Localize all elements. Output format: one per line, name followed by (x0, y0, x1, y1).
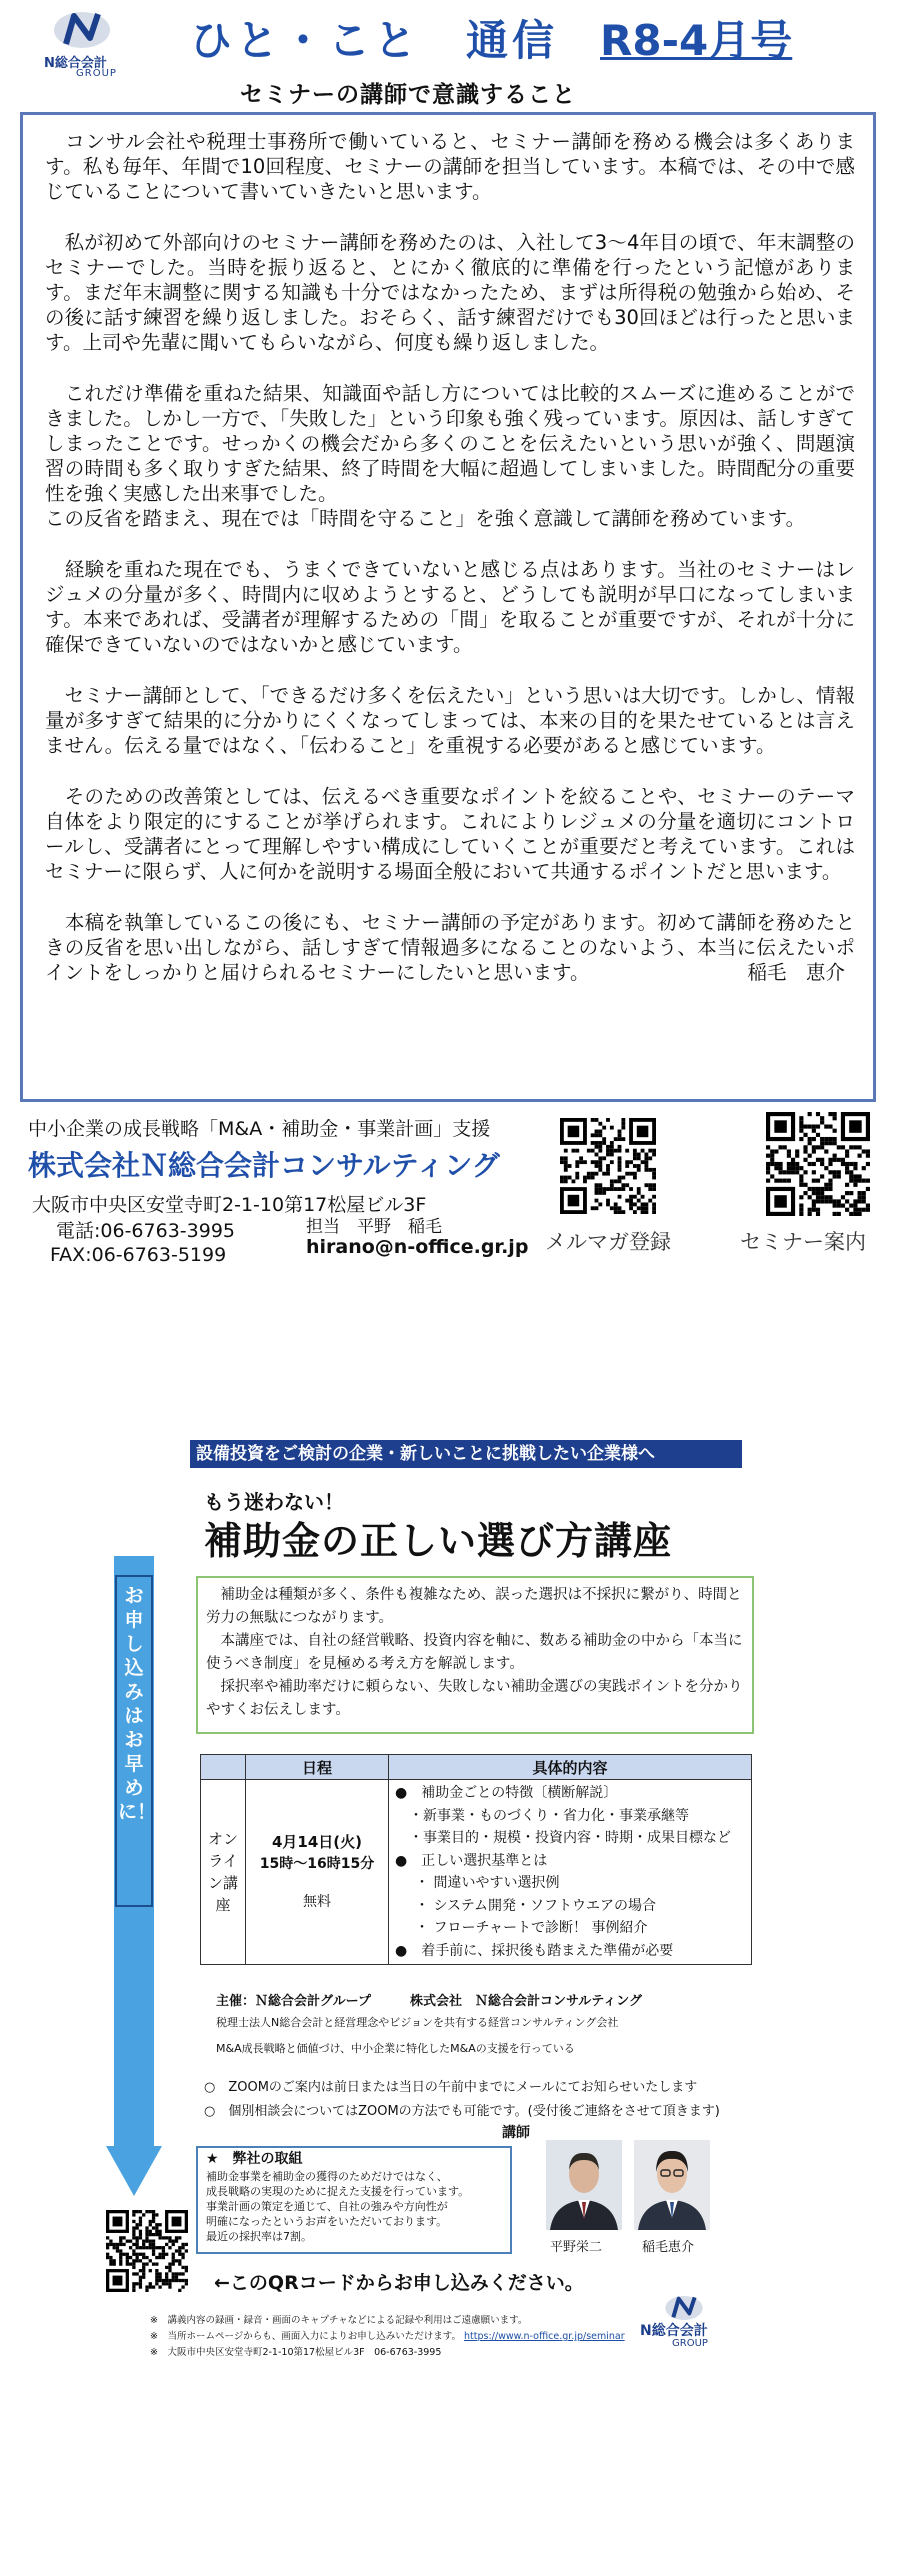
schedule-row (201, 1780, 752, 1965)
article-paragraph-7: そのための改善策としては、伝えるべき重要なポイントを絞ることや、セミナーのテーマ自体をより限定的にすることが挙げられます。これによりレジュメの分量を適切にコントロールし、受講者にとって理解しやすい構成にしていくことが重要だと考えています。これはセミナーに限らず、人に何かを説明する場面全般において共通するポイントだと思います。 (45, 785, 855, 883)
article-paragraph-5: 経験を重ねた現在でも、うまくできていないと感じる点はあります。当社のセミナーはレジュメの分量が多く、時間内に収めようとすると、どうしても説明が早口になってしまいます。本来であれば、受講者が理解するための「間」を取ることが重要ですが、それが十分に確保できていないのではないかと感じています。 (45, 558, 855, 656)
article-heading: セミナーの講師で意識すること (240, 82, 576, 108)
footnote-website (150, 2328, 638, 2342)
schedule-header-date: 日程 (246, 1755, 389, 1780)
contact-email[interactable]: hirano@n-office.gr.jp (306, 1236, 529, 1258)
lecturer-name-inage: 稲毛恵介 (642, 2240, 695, 2255)
company-tagline: 中小企業の成長戦略「M&A・補助金・事業計画」支援 (28, 1118, 491, 1140)
intro-line-2: 本講座では、自社の経営戦略、投資内容を軸に、数ある補助金の中から「本当に使うべき制度」を見極める考え方を解説します。 (206, 1633, 743, 1672)
schedule-header-row (201, 1755, 752, 1780)
intro-line-1: 補助金は種類が多く、条件も複雑なため、誤った選択は不採択に繋がり、時間と労力の無駄につながります。 (206, 1587, 742, 1626)
schedule-row-label: オンライン講座 (201, 1780, 246, 1965)
schedule-date-cell (246, 1780, 389, 1965)
content-subitem: ・ 間違いやすい選択例 (415, 1875, 560, 1891)
flyer-title: 補助金の正しい選び方講座 (204, 1519, 673, 1563)
schedule-content-cell (389, 1780, 752, 1965)
flyer-kicker: もう迷わない！ (204, 1490, 344, 1514)
lecturer-label: 講師 (502, 2125, 530, 2141)
sponsor-description-1: 税理士法人N総合会計と経営理念やビジョンを共有する経営コンサルティング会社 (216, 2016, 619, 2029)
lecturer-name-hirano: 平野栄二 (550, 2240, 603, 2255)
efforts-box (196, 2146, 512, 2254)
content-subitem: ・事業目的・規模・投資内容・時期・成果目標など (409, 1830, 731, 1846)
flyer-banner: 設備投資をご検討の企業・新しいことに挑戦したい企業様へ (190, 1440, 742, 1468)
article-signature: 稲毛 恵介 (747, 961, 845, 984)
lecturer-photo-hirano (546, 2140, 622, 2230)
flyer-logo-group: GROUP (672, 2338, 708, 2349)
content-bullet: ● 着手前に、採択後も踏まえた準備が必要 (395, 1942, 674, 1959)
qr-apply-label: ←このQRコードからお申し込みください。 (214, 2272, 584, 2294)
intro-line-3: 採択率や補助率だけに頼らない、失敗しない補助金選びの実践ポイントを分かりやすくお伝えします。 (206, 1679, 743, 1718)
company-name: 株式会社Ｎ総合会計コンサルティング (28, 1149, 500, 1182)
article-paragraph-1: コンサル会社や税理士事務所で働いていると、セミナー講師を務める機会は多くあります。私も毎年、年間で10回程度、セミナーの講師を担当しています。本稿では、その中で感じていることについて書いていきたいと思います。 (45, 130, 855, 203)
flyer-company-logo (640, 2294, 750, 2352)
seminar-link[interactable]: https://www.n-office.gr.jp/seminar (464, 2331, 625, 2342)
content-bullet: ● 正しい選択基準とは (395, 1852, 548, 1869)
schedule-header-blank (201, 1755, 246, 1780)
schedule-table (200, 1754, 752, 1965)
qr-code-apply-icon[interactable] (106, 2210, 188, 2292)
efforts-line: 事業計画の策定を通じて、自社の強みや方向性が (206, 2200, 448, 2213)
article-paragraph-3: これだけ準備を重ねた結果、知識面や話し方については比較的スムーズに進めることができました。しかし一方で、「失敗した」という印象も強く残っています。原因は、話しすぎてしまったことです。せっかくの機会だから多くのことを伝えたいという思いが強く、問題演習の時間も多く取りすぎた結果、終了時間を大幅に超過してしまいました。時間配分の重要性を強く実感した出来事でした。 (45, 382, 855, 505)
note-consultation: ○ 個別相談会についてはZOOMの方法でも可能です。(受付後ご連絡をさせて頂きます) (204, 2104, 720, 2119)
content-subitem: ・新事業・ものづくり・省力化・事業承継等 (409, 1807, 689, 1824)
efforts-line: 補助金事業を補助金の獲得のためだけではなく、 (206, 2170, 448, 2183)
sponsor-description-2: M&A成長戦略と価値づけ、中小企業に特化したM&Aの支援を行っている (216, 2042, 575, 2055)
lecturer-photo-inage (634, 2140, 710, 2230)
efforts-line: 明確になったというお声をいただいております。 (206, 2215, 448, 2228)
schedule-fee: 無料 (303, 1894, 331, 1910)
schedule-header-content: 具体的内容 (389, 1755, 752, 1780)
content-subitem: ・ フローチャートで診断！ 事例紹介 (415, 1920, 648, 1936)
company-fax: FAX:06-6763-5199 (50, 1244, 227, 1266)
content-bullet: ● 補助金ごとの特徴〔横断解説〕 (395, 1785, 618, 1801)
note-zoom: ○ ZOOMのご案内は前日または当日の午前中までにメールにてお知らせいたします (204, 2080, 698, 2095)
person-icon (634, 2140, 710, 2230)
article-paragraph-2: 私が初めて外部向けのセミナー講師を務めたのは、入社して3〜4年目の頃で、年末調整のセミナーでした。当時を振り返ると、とにかく徹底的に準備を行ったという記憶があります。まだ年末調整に関する知識も十分ではなかったため、まずは所得税の勉強から始め、その後に話す練習を繰り返しました。おそらく、話す練習だけでも30回ほどは行ったと思います。上司や先輩に聞いてもらいながら、何度も繰り返しました。 (45, 231, 855, 354)
schedule-date: 4月14日(火) (271, 1833, 363, 1851)
qr-code-newsletter-icon[interactable] (560, 1118, 656, 1214)
footnote-address: ※ 大阪市中央区安堂寺町2-1-10第17松屋ビル3F 06-6763-3995 (150, 2347, 442, 2358)
apply-early-arrow (106, 1556, 162, 2196)
qr-seminar-label: セミナー案内 (740, 1230, 866, 1254)
content-subitem: ・ システム開発・ソフトウエアの場合 (415, 1897, 657, 1914)
issue-label: R8-4月号 (600, 16, 793, 65)
sponsor-line: 主催：Ｎ総合会計グループ 株式会社 Ｎ総合会計コンサルティング (216, 1994, 643, 2009)
logo-group: GROUP (76, 68, 117, 79)
schedule-time: 15時〜16時15分 (259, 1856, 375, 1872)
person-icon (546, 2140, 622, 2230)
article-paragraph-6: セミナー講師として、「できるだけ多くを伝えたい」という思いは大切です。しかし、情報量が多すぎて結果的に分かりにくくなってしまっては、本来の目的を果たせているとは言えません。伝える量ではなく、「伝わること」を重視する必要があると感じています。 (45, 684, 855, 757)
contact-person: 担当 平野 稲毛 (306, 1217, 442, 1237)
company-tel: 電話:06-6763-3995 (56, 1220, 235, 1242)
n-logo-mark-icon (52, 10, 112, 50)
n-logo-mark-icon (664, 2294, 704, 2322)
efforts-line: 成長戦略の実現のために捉えた支援を行っています。 (206, 2185, 470, 2198)
qr-newsletter-label: メルマガ登録 (545, 1230, 671, 1254)
article-box (20, 112, 876, 1102)
company-address: 大阪市中央区安堂寺町2-1-10第17松屋ビル3F (32, 1194, 427, 1216)
footnote-recording: ※ 講義内容の録画・録音・画面のキャプチャなどによる記録や利用はご遠慮願います。 (150, 2315, 528, 2326)
company-logo (44, 10, 136, 79)
footnote-website-text: ※ 当所ホームページからも、画面入力によりお申し込みいただけます。 (150, 2331, 465, 2342)
qr-code-seminar-icon[interactable] (766, 1112, 870, 1216)
logo-name: N総合会計 (44, 56, 107, 71)
flyer-intro-box (196, 1576, 754, 1734)
efforts-line: 最近の採択率は7割。 (206, 2230, 312, 2243)
newsletter-title: ひと・こと 通信 (190, 16, 559, 65)
article-paragraph-8: 本稿を執筆しているこの後にも、セミナー講師の予定があります。初めて講師を務めたときの反省を思い出しながら、話しすぎて情報過多になることのないよう、本当に伝えたいポイントをしっかりと届けられるセミナーにしたいと思います。 稲毛 恵介 (45, 911, 855, 984)
flyer-logo-name: N総合会計 (640, 2323, 708, 2339)
article-paragraph-4: この反省を踏まえ、現在では「時間を守ること」を強く意識して講師を務めています。 (45, 507, 806, 530)
efforts-heading: ★ 弊社の取組 (206, 2151, 303, 2167)
apply-early-label: お申し込みはお早めに！ (118, 1585, 157, 1823)
